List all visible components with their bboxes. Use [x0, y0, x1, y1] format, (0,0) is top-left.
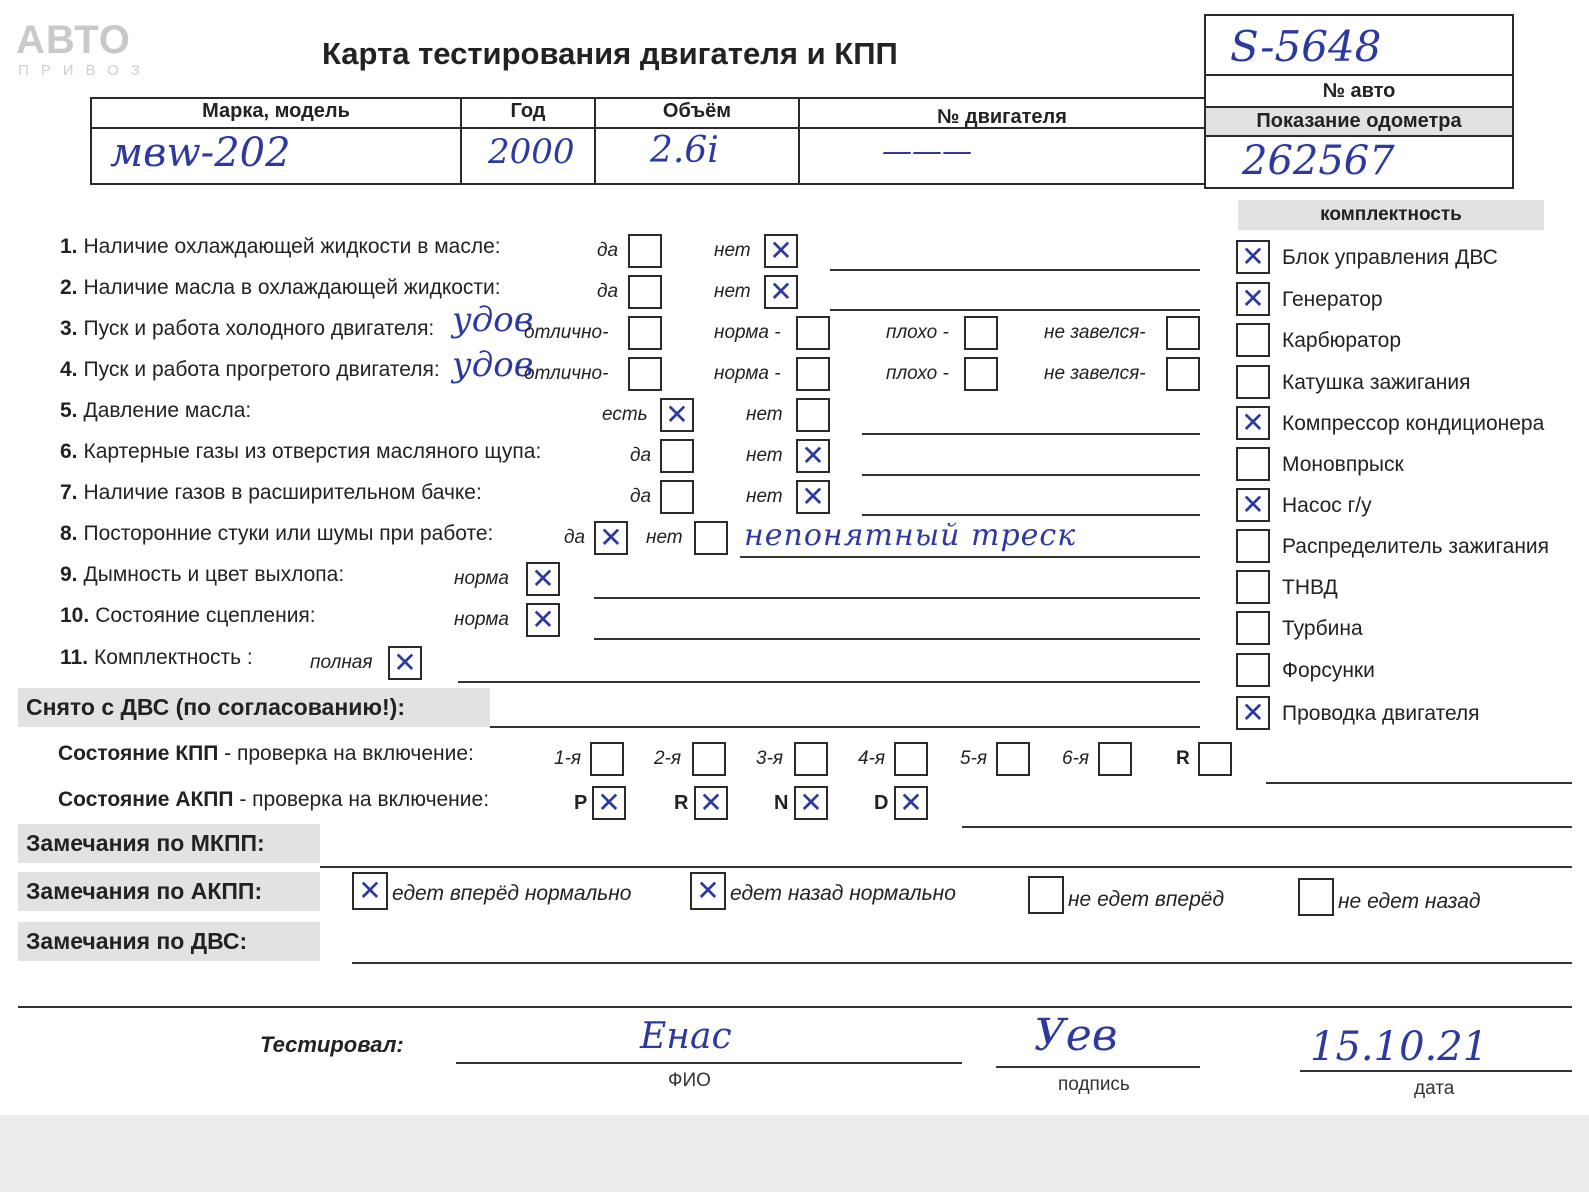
kit-item-checkbox[interactable] [1236, 529, 1270, 563]
question-number: 4. [60, 358, 78, 381]
q4-option-label: норма - [714, 363, 781, 384]
year-label: Год [510, 100, 546, 122]
q3-option-label: норма - [714, 322, 781, 343]
q3-option-label: плохо - [886, 322, 949, 343]
question-7 [60, 481, 482, 505]
question-1 [60, 235, 501, 259]
signature-line [996, 1066, 1200, 1068]
kit-item-label: Компрессор кондиционера [1282, 412, 1545, 435]
q1-option-label: нет [714, 240, 751, 261]
q3-option-checkbox[interactable] [964, 316, 998, 350]
engine-number-value: ——— [882, 134, 972, 169]
q5-option-checkbox[interactable] [796, 398, 830, 432]
q4-option-label: отлично- [524, 363, 609, 384]
question-number: 11. [60, 646, 89, 669]
question-text: Пуск и работа холодного двигателя: [83, 317, 435, 340]
question-text: Посторонние стуки или шумы при работе: [83, 522, 494, 545]
kit-item-label: Форсунки [1282, 659, 1375, 682]
car-number-value: S-5648 [1230, 22, 1382, 71]
q5-answer-line [862, 433, 1200, 435]
question-number: 2. [60, 276, 78, 299]
q2-option-checkbox[interactable] [628, 275, 662, 309]
q9-option-label: норма [454, 568, 509, 589]
remarks-mkpp-label: Замечания по МКПП: [18, 824, 320, 863]
question-11 [60, 646, 253, 670]
q8-answer-line [740, 556, 1200, 558]
car-box-divider-1 [1204, 74, 1514, 76]
q3-option-checkbox[interactable] [628, 316, 662, 350]
q7-option-label: да [630, 486, 652, 507]
akpp-position-label: N [774, 792, 789, 814]
kpp-label-bold: Состояние КПП [58, 742, 219, 765]
fio-line [456, 1062, 962, 1064]
q8-handwritten-note: непонятный треск [744, 518, 1077, 553]
akpp-position-checkbox[interactable]: ✕ [592, 786, 626, 820]
q2-answer-line [830, 309, 1200, 311]
q1-option-label: да [597, 240, 619, 261]
question-10 [60, 604, 316, 628]
question-3 [60, 317, 434, 341]
kpp-gear-label: 4-я [858, 748, 886, 769]
q2-option-label: нет [714, 281, 751, 302]
akpp-remark-label: едет назад нормально [730, 882, 956, 905]
kpp-gear-label: 5-я [960, 748, 988, 769]
q1-option-checkbox[interactable]: ✕ [764, 234, 798, 268]
q3-handwritten-note: удов [452, 300, 534, 340]
q1-option-checkbox[interactable] [628, 234, 662, 268]
q6-option-label: нет [746, 445, 783, 466]
question-6 [60, 440, 541, 464]
akpp-label-bold: Состояние АКПП [58, 788, 234, 811]
question-text: Картерные газы из отверстия масляного щупа: [83, 440, 542, 463]
question-text: Состояние сцепления: [95, 604, 316, 627]
kpp-label-rest: - проверка на включение: [218, 742, 474, 765]
kpp-row-label [58, 742, 474, 766]
akpp-label-rest: - проверка на включение: [233, 788, 490, 811]
kpp-gear-checkbox[interactable] [590, 742, 624, 776]
q10-option-label: норма [454, 609, 509, 630]
question-8 [60, 522, 493, 546]
question-4 [60, 358, 440, 382]
question-number: 1. [60, 235, 78, 258]
kit-item-checkbox[interactable]: ✕ [1236, 696, 1270, 730]
q11-option-checkbox[interactable]: ✕ [388, 646, 422, 680]
akpp-remark-label: не едет назад [1338, 890, 1481, 913]
remarks-akpp-label: Замечания по АКПП: [18, 872, 320, 911]
question-number: 3. [60, 317, 78, 340]
kit-item-label: Распределитель зажигания [1282, 535, 1550, 558]
kpp-gear-checkbox[interactable] [1198, 742, 1232, 776]
kpp-gear-checkbox[interactable] [794, 742, 828, 776]
removed-answer-line [490, 726, 1200, 728]
date-line [1300, 1070, 1572, 1072]
q4-handwritten-note: удов [452, 345, 534, 385]
akpp-remark-checkbox[interactable] [1298, 878, 1334, 916]
logo-main-text: АВТО [16, 18, 131, 62]
q3-option-label: не завелся- [1044, 322, 1146, 343]
kit-item-label: ТНВД [1282, 576, 1338, 599]
q8-option-label: нет [646, 527, 683, 548]
kit-item-checkbox[interactable]: ✕ [1236, 406, 1270, 440]
q5-option-label: есть [602, 404, 648, 425]
akpp-remark-label: едет вперёд нормально [392, 882, 632, 905]
q1-answer-line [830, 269, 1200, 271]
q6-option-label: да [630, 445, 652, 466]
kit-item-checkbox[interactable] [1236, 570, 1270, 604]
q3-option-checkbox[interactable] [1166, 316, 1200, 350]
question-text: Комплектность : [94, 646, 253, 669]
q10-answer-line [594, 638, 1200, 640]
kpp-gear-label: 6-я [1062, 748, 1090, 769]
akpp-position-checkbox[interactable]: ✕ [794, 786, 828, 820]
kit-item-checkbox[interactable]: ✕ [1236, 488, 1270, 522]
akpp-position-checkbox[interactable]: ✕ [894, 786, 928, 820]
question-number: 6. [60, 440, 78, 463]
q5-option-label: нет [746, 404, 783, 425]
q7-option-checkbox[interactable]: ✕ [796, 480, 830, 514]
kpp-gear-checkbox[interactable] [894, 742, 928, 776]
tested-by-label: Тестировал: [260, 1032, 404, 1057]
q8-option-checkbox[interactable]: ✕ [594, 521, 628, 555]
question-number: 9. [60, 563, 78, 586]
kit-item-checkbox[interactable]: ✕ [1236, 240, 1270, 274]
q5-option-checkbox[interactable]: ✕ [660, 398, 694, 432]
q7-option-checkbox[interactable] [660, 480, 694, 514]
scanner-background [0, 1115, 1589, 1192]
question-2 [60, 276, 501, 300]
page-title: Карта тестирования двигателя и КПП [322, 36, 898, 71]
akpp-remark-checkbox[interactable]: ✕ [352, 872, 388, 910]
q9-option-checkbox[interactable]: ✕ [526, 562, 560, 596]
car-number-label: № авто [1322, 80, 1396, 102]
q4-option-checkbox[interactable] [964, 357, 998, 391]
kit-item-checkbox[interactable] [1236, 447, 1270, 481]
question-number: 8. [60, 522, 78, 545]
question-text: Наличие масла в охлаждающей жидкости: [83, 276, 501, 299]
year-value: 2000 [488, 132, 575, 172]
question-text: Наличие газов в расширительном бачке: [83, 481, 482, 504]
q8-option-label: да [564, 527, 586, 548]
question-text: Пуск и работа прогретого двигателя: [83, 358, 440, 381]
q7-answer-line [862, 514, 1200, 516]
q11-option-label: полная [310, 652, 373, 673]
q6-option-checkbox[interactable]: ✕ [796, 439, 830, 473]
q7-option-label: нет [746, 486, 783, 507]
q4-option-checkbox[interactable] [628, 357, 662, 391]
akpp-position-label: R [674, 792, 689, 814]
kit-item-label: Проводка двигателя [1282, 702, 1480, 725]
akpp-answer-line [962, 826, 1572, 828]
q4-option-checkbox[interactable] [1166, 357, 1200, 391]
remarks-dvs-line [352, 962, 1572, 964]
kit-item-label: Катушка зажигания [1282, 371, 1471, 394]
question-text: Дымность и цвет выхлопа: [83, 563, 345, 586]
q9-answer-line [594, 597, 1200, 599]
q6-option-checkbox[interactable] [660, 439, 694, 473]
remarks-mkpp-line [320, 866, 1572, 868]
fio-label: ФИО [668, 1070, 711, 1091]
q3-option-label: отлично- [524, 322, 609, 343]
kit-item-label: Карбюратор [1282, 329, 1402, 352]
akpp-remark-checkbox[interactable]: ✕ [690, 872, 726, 910]
kpp-gear-checkbox[interactable] [996, 742, 1030, 776]
kpp-gear-checkbox[interactable] [692, 742, 726, 776]
q10-option-checkbox[interactable]: ✕ [526, 603, 560, 637]
akpp-position-label: P [574, 792, 588, 814]
kpp-answer-line [1266, 782, 1572, 784]
kit-item-label: Насос г/у [1282, 494, 1372, 517]
kit-item-checkbox[interactable] [1236, 365, 1270, 399]
question-9 [60, 563, 344, 587]
kpp-gear-label: 3-я [756, 748, 784, 769]
fio-value: Енас [640, 1016, 732, 1057]
question-text: Давление масла: [83, 399, 252, 422]
akpp-remark-label: не едет вперёд [1068, 888, 1225, 911]
removed-from-engine-label: Снято с ДВС (по согласованию!): [18, 688, 490, 727]
date-label: дата [1414, 1078, 1455, 1099]
question-number: 10. [60, 604, 90, 627]
question-5 [60, 399, 251, 423]
kit-item-label: Генератор [1282, 288, 1383, 311]
kit-title: комплектность [1238, 200, 1544, 230]
q11-answer-line [458, 681, 1200, 683]
car-box-divider-3 [1204, 135, 1514, 137]
odometer-value: 262567 [1242, 138, 1395, 184]
akpp-row-label [58, 788, 489, 812]
remarks-dvs-label: Замечания по ДВС: [18, 922, 320, 961]
akpp-remark-checkbox[interactable] [1028, 876, 1064, 914]
q4-option-checkbox[interactable] [796, 357, 830, 391]
q6-answer-line [862, 474, 1200, 476]
kit-item-label: Блок управления ДВС [1282, 246, 1498, 269]
akpp-position-checkbox[interactable]: ✕ [694, 786, 728, 820]
kit-item-checkbox[interactable] [1236, 323, 1270, 357]
kit-item-checkbox[interactable] [1236, 611, 1270, 645]
q4-option-label: плохо - [886, 363, 949, 384]
engine-number-label: № двигателя [937, 106, 1067, 128]
avto-privoz-logo [16, 18, 156, 88]
question-text: Наличие охлаждающей жидкости в масле: [83, 235, 501, 258]
kpp-gear-checkbox[interactable] [1098, 742, 1132, 776]
kpp-gear-label: R [1176, 748, 1190, 769]
q4-option-label: не завелся- [1044, 363, 1146, 384]
kit-item-checkbox[interactable] [1236, 653, 1270, 687]
remarks-dvs-line-2 [18, 1006, 1572, 1008]
q3-option-checkbox[interactable] [796, 316, 830, 350]
volume-label: Объём [662, 100, 732, 122]
question-number: 7. [60, 481, 78, 504]
signature-value: Уев [1034, 1010, 1118, 1061]
kit-item-label: Моновпрыск [1282, 453, 1404, 476]
q2-option-checkbox[interactable]: ✕ [764, 275, 798, 309]
kpp-gear-label: 2-я [654, 748, 682, 769]
question-number: 5. [60, 399, 78, 422]
kit-item-label: Турбина [1282, 617, 1363, 640]
logo-sub-text: ПРИВОЗ [18, 62, 152, 79]
odometer-label: Показание одометра [1206, 108, 1512, 135]
kpp-gear-label: 1-я [554, 748, 582, 769]
q2-option-label: да [597, 281, 619, 302]
kit-item-checkbox[interactable]: ✕ [1236, 282, 1270, 316]
akpp-position-label: D [874, 792, 889, 814]
signature-label: подпись [1058, 1074, 1130, 1095]
q8-option-checkbox[interactable] [694, 521, 728, 555]
volume-value: 2.6i [650, 130, 719, 171]
date-value: 15.10.21 [1310, 1024, 1489, 1070]
brand-label: Марка, модель [202, 100, 350, 122]
brand-value: мвw-202 [110, 130, 291, 176]
